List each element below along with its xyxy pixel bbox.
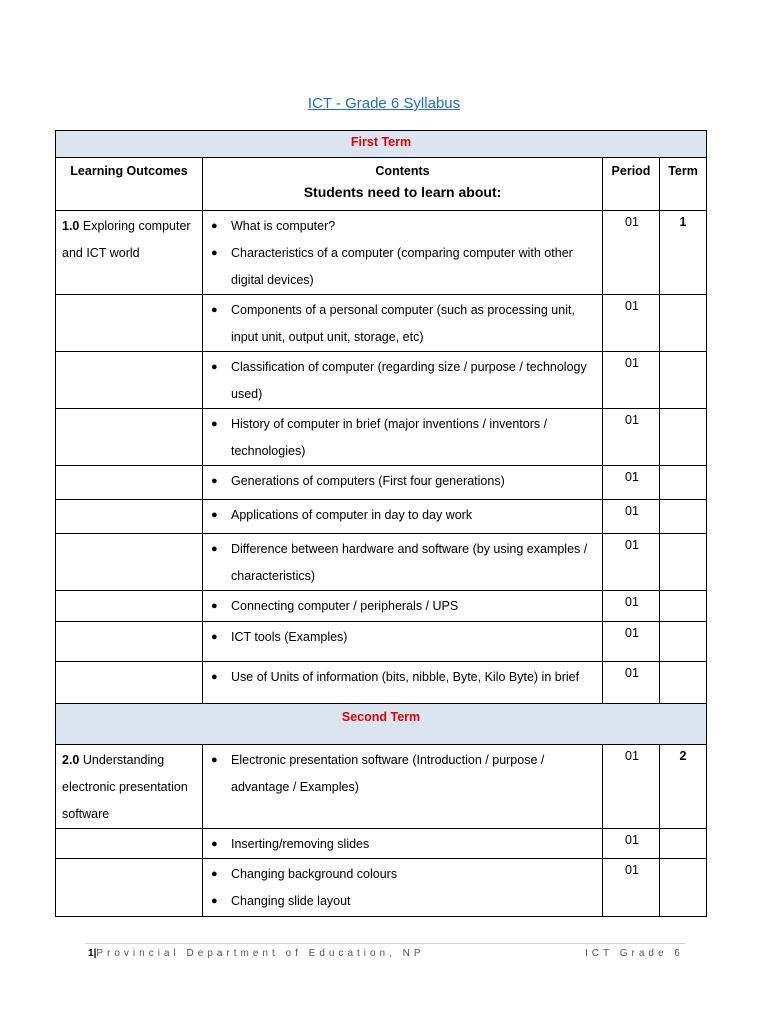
contents-cell (203, 500, 603, 534)
outcome-number: 2.0 (62, 753, 80, 767)
list-item-text: History of computer in brief (major inventions / inventors / technologies) (231, 417, 548, 458)
learning-outcome-cell (56, 534, 203, 591)
bullet-icon: ● (211, 304, 218, 316)
learning-outcome-cell (56, 662, 203, 704)
list-item (203, 297, 598, 351)
list-item (203, 213, 598, 240)
list-item (203, 468, 598, 495)
list-item-text: Changing slide layout (231, 894, 351, 908)
learning-outcome-cell (56, 409, 203, 466)
bullet-icon: ● (211, 754, 218, 766)
contents-cell (203, 211, 603, 295)
learning-outcome-cell (56, 591, 203, 622)
syllabus-table-body (56, 131, 707, 917)
list-item-text: Generations of computers (First four generations) (231, 474, 505, 488)
contents-list (203, 745, 602, 801)
list-item (203, 411, 598, 465)
contents-list (203, 211, 602, 294)
bullet-icon: ● (211, 475, 218, 487)
first-term-row (56, 131, 707, 158)
footer-page-number: 1 (88, 948, 94, 959)
contents-list (203, 409, 602, 465)
period-cell: 01 (603, 211, 660, 295)
learning-outcome-cell (56, 829, 203, 859)
bullet-icon: ● (211, 600, 218, 612)
list-item (203, 240, 598, 294)
contents-cell (203, 622, 603, 662)
footer-separator: | (93, 948, 97, 959)
list-item-text: Connecting computer / peripherals / UPS (231, 599, 459, 613)
contents-cell (203, 352, 603, 409)
list-item (203, 502, 598, 529)
contents-list (203, 829, 602, 858)
table-row (56, 500, 707, 534)
header-period: Period (603, 158, 660, 211)
footer-department (88, 948, 425, 959)
footer-divider (85, 943, 685, 944)
learning-outcome-cell (56, 859, 203, 917)
table-row (56, 352, 707, 409)
bullet-icon: ● (211, 838, 218, 850)
contents-cell (203, 295, 603, 352)
header-row (56, 158, 707, 211)
term-cell (660, 352, 707, 409)
outcome-text: Exploring computer and ICT world (62, 219, 191, 260)
contents-list (203, 352, 602, 408)
list-item (203, 624, 598, 651)
bullet-icon: ● (211, 509, 218, 521)
list-item (203, 888, 598, 915)
list-item-text: Changing background colours (231, 867, 398, 881)
list-item (203, 354, 598, 408)
bullet-icon: ● (211, 671, 218, 683)
list-item-text: Difference between hardware and software (by using examples / characteristics) (231, 542, 588, 583)
contents-cell (203, 534, 603, 591)
contents-cell (203, 662, 603, 704)
contents-cell (203, 745, 603, 829)
contents-cell (203, 591, 603, 622)
footer-department-name: Provincial Department of Education, NP (96, 948, 425, 959)
list-item (203, 536, 598, 590)
list-item (203, 664, 598, 691)
syllabus-table (55, 130, 707, 917)
bullet-icon: ● (211, 220, 218, 232)
list-item (203, 831, 598, 858)
term-cell (660, 622, 707, 662)
period-cell: 01 (603, 859, 660, 917)
header-contents (203, 158, 603, 211)
list-item (203, 861, 598, 888)
term-cell (660, 591, 707, 622)
table-row (56, 662, 707, 704)
term-cell (660, 829, 707, 859)
header-learning-outcomes: Learning Outcomes (56, 158, 203, 211)
term-cell (660, 662, 707, 704)
period-cell: 01 (603, 662, 660, 704)
contents-list (203, 622, 602, 651)
table-row (56, 211, 707, 295)
table-row (56, 466, 707, 500)
period-cell: 01 (603, 745, 660, 829)
table-row (56, 745, 707, 829)
learning-outcome-cell (56, 500, 203, 534)
period-cell: 01 (603, 829, 660, 859)
contents-list (203, 295, 602, 351)
term-cell (660, 466, 707, 500)
list-item-text: Inserting/removing slides (231, 837, 370, 851)
period-cell: 01 (603, 295, 660, 352)
term-cell (660, 534, 707, 591)
contents-list (203, 859, 602, 915)
term-cell (660, 409, 707, 466)
footer-subject: ICT Grade 6 (585, 948, 684, 959)
first-term-label: First Term (56, 131, 707, 158)
list-item-text: Electronic presentation software (Introduction / purpose / advantage / Examples) (231, 753, 545, 794)
students-note: Students need to learn about: (303, 184, 502, 200)
table-row (56, 295, 707, 352)
term-cell (660, 859, 707, 917)
period-cell: 01 (603, 591, 660, 622)
table-row (56, 622, 707, 662)
second-term-row (56, 704, 707, 745)
list-item-text: Classification of computer (regarding size / purpose / technology used) (231, 360, 587, 401)
contents-cell (203, 829, 603, 859)
contents-cell (203, 859, 603, 917)
bullet-icon: ● (211, 868, 218, 880)
list-item-text: Use of Units of information (bits, nibble, Byte, Kilo Byte) in brief (231, 670, 580, 684)
header-term: Term (660, 158, 707, 211)
term-cell: 2 (660, 745, 707, 829)
outcome-text: Understanding electronic presentation software (62, 753, 188, 821)
bullet-icon: ● (211, 361, 218, 373)
term-cell (660, 295, 707, 352)
learning-outcome-cell (56, 352, 203, 409)
outcome-number: 1.0 (62, 219, 80, 233)
learning-outcome-cell (56, 622, 203, 662)
contents-cell (203, 466, 603, 500)
period-cell: 01 (603, 534, 660, 591)
learning-outcome-cell (56, 745, 203, 829)
list-item (203, 747, 598, 801)
table-row (56, 859, 707, 917)
term-cell (660, 500, 707, 534)
table-row (56, 534, 707, 591)
period-cell: 01 (603, 409, 660, 466)
period-cell: 01 (603, 500, 660, 534)
learning-outcome-cell (56, 466, 203, 500)
header-contents-label: Contents (375, 164, 430, 178)
list-item-text: What is computer? (231, 219, 336, 233)
learning-outcome-cell (56, 211, 203, 295)
bullet-icon: ● (211, 895, 218, 907)
contents-list (203, 591, 602, 620)
table-row (56, 829, 707, 859)
bullet-icon: ● (211, 247, 218, 259)
bullet-icon: ● (211, 631, 218, 643)
document-title: ICT - Grade 6 Syllabus (307, 95, 461, 112)
contents-list (203, 466, 602, 495)
contents-list (203, 534, 602, 590)
period-cell: 01 (603, 622, 660, 662)
list-item-text: Applications of computer in day to day work (231, 508, 473, 522)
contents-list (203, 662, 602, 691)
table-row (56, 591, 707, 622)
bullet-icon: ● (211, 418, 218, 430)
table-row (56, 409, 707, 466)
contents-list (203, 500, 602, 529)
list-item (203, 593, 598, 620)
list-item-text: Characteristics of a computer (comparing computer with other digital devices) (231, 246, 573, 287)
second-term-label: Second Term (56, 704, 707, 745)
contents-cell (203, 409, 603, 466)
period-cell: 01 (603, 352, 660, 409)
list-item-text: ICT tools (Examples) (231, 630, 348, 644)
list-item-text: Components of a personal computer (such as processing unit, input unit, output unit, storage, etc) (231, 303, 575, 344)
period-cell: 01 (603, 466, 660, 500)
bullet-icon: ● (211, 543, 218, 555)
learning-outcome-cell (56, 295, 203, 352)
term-cell: 1 (660, 211, 707, 295)
